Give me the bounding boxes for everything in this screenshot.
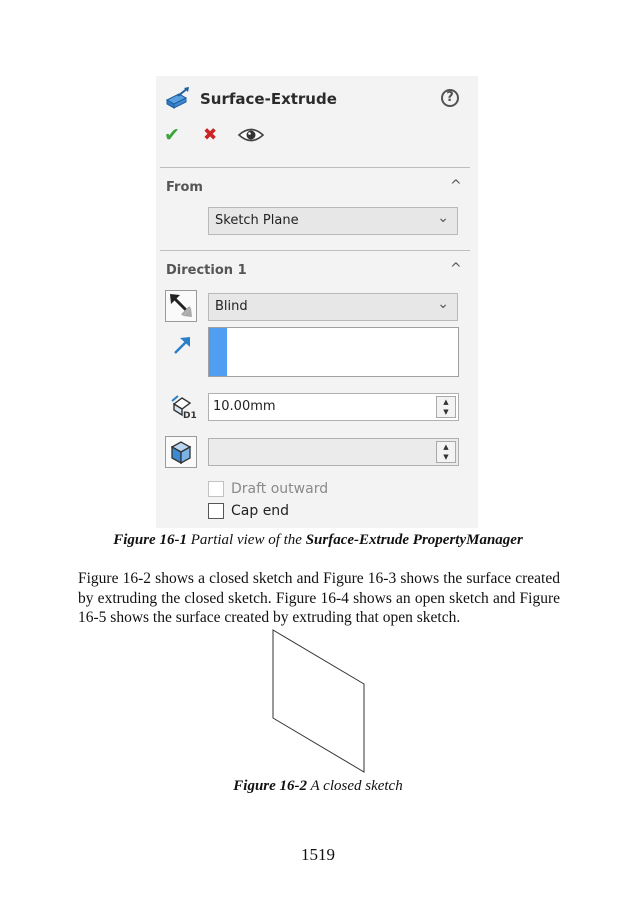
selection-highlight	[209, 328, 227, 376]
draft-angle-input[interactable]	[208, 438, 459, 466]
caption-text: Partial view of the	[186, 532, 306, 548]
draft-angle-spinner[interactable]: ▲ ▼	[436, 441, 456, 463]
eye-preview-icon[interactable]	[237, 126, 265, 148]
from-dropdown[interactable]	[208, 207, 458, 235]
depth-spinner[interactable]: ▲ ▼	[436, 396, 456, 418]
caption-emphasis: Surface-Extrude PropertyManager	[305, 532, 523, 548]
cap-end-checkbox[interactable]	[208, 503, 224, 519]
collapse-direction1-icon[interactable]: ^	[450, 261, 462, 277]
draft-outward-label: Draft outward	[231, 481, 329, 497]
surface-extrude-property-manager	[156, 76, 478, 528]
reverse-direction-button[interactable]	[165, 290, 197, 322]
svg-text:D1: D1	[183, 411, 197, 420]
ok-check-icon[interactable]: ✔	[164, 124, 180, 146]
draft-outward-checkbox[interactable]	[208, 481, 224, 497]
cap-end-label: Cap end	[231, 503, 290, 519]
depth-d1-icon	[170, 394, 198, 424]
closed-sketch-figure	[266, 624, 372, 776]
surface-extrude-icon	[164, 86, 192, 114]
page-number: 1519	[301, 845, 335, 864]
help-icon[interactable]: ?	[441, 89, 459, 107]
from-section-title: From	[166, 180, 203, 195]
end-condition-dropdown[interactable]	[208, 293, 458, 321]
depth-value: 10.00mm	[213, 399, 276, 414]
chevron-down-icon: ⌄	[437, 210, 449, 226]
figure-16-1-caption	[0, 532, 636, 549]
figure-label: Figure 16-2	[233, 778, 308, 794]
direction-vector-icon	[172, 334, 194, 360]
end-condition-value: Blind	[215, 299, 248, 314]
separator	[160, 167, 470, 168]
direction-selection-box[interactable]	[208, 327, 459, 377]
body-paragraph: Figure 16-2 shows a closed sketch and Figure 16-3 shows the surface created by extruding the closed sketch. Figure 16-4 shows an open sketch and Figure 16-5 shows the surface created by extruding that open sketch.	[78, 570, 560, 626]
separator	[160, 250, 470, 251]
panel-title: Surface-Extrude	[200, 90, 337, 108]
direction1-section-title: Direction 1	[166, 263, 247, 278]
depth-input[interactable]	[208, 393, 459, 421]
cancel-x-icon[interactable]: ✖	[203, 125, 218, 145]
caption-text: A closed sketch	[307, 778, 403, 794]
draft-toggle-button[interactable]	[165, 436, 197, 468]
figure-label: Figure 16-1	[113, 532, 187, 548]
from-dropdown-value: Sketch Plane	[215, 213, 299, 228]
draft-icon	[166, 437, 196, 467]
chevron-down-icon: ⌄	[437, 296, 449, 312]
reverse-direction-icon	[166, 291, 196, 321]
collapse-from-icon[interactable]: ^	[450, 178, 462, 194]
closed-sketch-shape	[273, 630, 364, 772]
figure-16-2-caption	[0, 778, 636, 795]
